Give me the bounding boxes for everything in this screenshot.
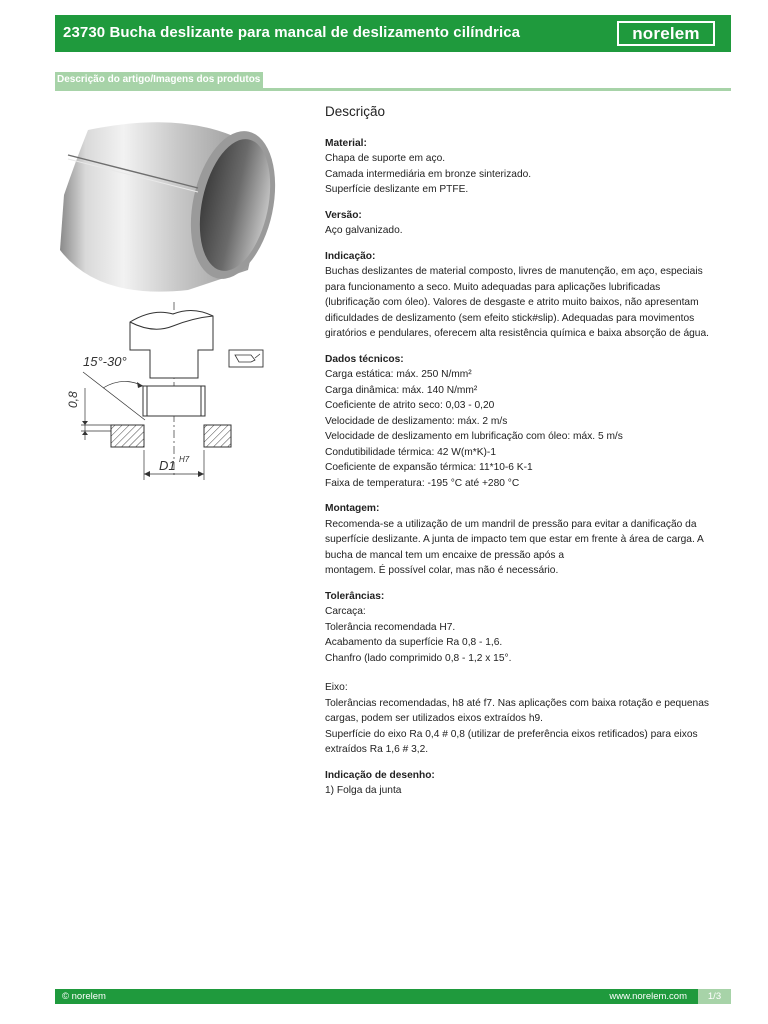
section-line: Chanfro (lado comprimido 0,8 - 1,2 x 15°.: [325, 652, 512, 664]
bushing-section: [143, 386, 205, 416]
angle-label: 15°-30°: [83, 354, 127, 369]
section-line: Buchas deslizantes de material composto, livres de manutenção, em aço, especiais: [325, 266, 703, 277]
section-line: cargas, podem ser utilizados eixos extraídos h9.: [325, 713, 544, 724]
section-indicacao: [325, 249, 735, 342]
section-line: superfície deslizante. A junta de impacto tem que estar em frente à área de carga. A: [325, 534, 704, 545]
section-line: Superfície do eixo Ra 0,4 # 0,8 (utilizar de preferência eixos retificados) para eixos: [325, 728, 698, 740]
description-title: Descrição: [325, 104, 386, 119]
section-heading: Tolerâncias:: [325, 590, 385, 602]
section-line: Chapa de suporte em aço.: [325, 153, 446, 164]
section-line: Coeficiente de atrito seco: 0,03 - 0,20: [325, 400, 495, 411]
section-montagem: [325, 501, 735, 579]
section-tolerancias: [325, 589, 735, 758]
diameter-label: D1: [159, 458, 176, 473]
section-line: Velocidade de deslizamento em lubrificação com óleo: máx. 5 m/s: [325, 431, 623, 442]
section-line: extraídos Ra 1,6 # 3,2.: [325, 744, 429, 755]
section-line: (lubrificação com óleo). Valores de desgaste e atrito muito baixos, não apresentam: [325, 297, 699, 308]
section-material: [325, 136, 735, 198]
section-line: Condutibilidade térmica: 42 W(m*K)-1: [325, 446, 496, 458]
section-line: Tolerâncias recomendadas, h8 até f7. Nas aplicações com baixa rotação e pequenas: [325, 697, 709, 709]
page-title: 23730 Bucha deslizante para mancal de deslizamento cilíndrica: [63, 24, 521, 41]
section-line: Acabamento da superfície Ra 0,8 - 1,6.: [325, 637, 503, 648]
section-line: para funcionamento a seco. Muito adequadas para aplicações lubrificadas: [325, 281, 661, 293]
section-line: giratórios e pendulares, oferecem alta resistência química e baixa absorção de água.: [325, 328, 709, 339]
section-line: montagem. É possível colar, mas não é necessário.: [325, 565, 559, 576]
section-line: Carga dinâmica: máx. 140 N/mm²: [325, 384, 478, 396]
section-line: 1) Folga da junta: [325, 785, 402, 796]
section-line: Carcaça:: [325, 606, 366, 617]
section-line: Superfície deslizante em PTFE.: [325, 184, 469, 195]
logo-text: norelem: [632, 23, 700, 43]
section-desenho: [325, 768, 735, 799]
section-rule: [55, 88, 731, 91]
section-line: bucha de mancal tem um encaixe de pressão após a: [325, 549, 564, 561]
header-bar: [55, 15, 731, 52]
section-heading: Indicação:: [325, 250, 376, 262]
section-line: Eixo:: [325, 682, 348, 693]
section-line: Aço galvanizado.: [325, 225, 403, 236]
section-line: Coeficiente de expansão térmica: 11*10-6 K-1: [325, 462, 533, 473]
section-line: dificuldades de deslizamento (sem efeito stick#slip). Adequadas para movimentos: [325, 312, 695, 324]
section-heading: Indicação de desenho:: [325, 769, 435, 781]
line-gap: [325, 666, 735, 680]
description-panel: [325, 104, 735, 809]
thickness-label: 0,8: [66, 391, 80, 408]
description-sections: [325, 136, 735, 799]
housing-right: [204, 425, 231, 447]
norelem-logo[interactable]: [617, 21, 715, 46]
section-heading: Montagem:: [325, 503, 380, 514]
bushing-product-image: [58, 100, 280, 300]
technical-drawing: [63, 300, 275, 490]
section-dados: [325, 352, 735, 492]
footer-copyright: © norelem: [62, 991, 106, 1002]
section-heading: Material:: [325, 137, 367, 149]
tolerance-label: H7: [179, 455, 190, 464]
section-line: Faixa de temperatura: -195 °C até +280 °C: [325, 477, 520, 489]
section-line: Velocidade de deslizamento: máx. 2 m/s: [325, 415, 508, 427]
oil-can-icon: [235, 355, 255, 362]
section-line: Camada intermediária em bronze sinterizado.: [325, 168, 532, 180]
section-line: Tolerância recomendada H7.: [325, 621, 456, 633]
section-versao: [325, 208, 735, 239]
section-line: Carga estática: máx. 250 N/mm²: [325, 369, 472, 380]
press-mandrel: [130, 310, 213, 378]
section-line: Recomenda-se a utilização de um mandril de pressão para evitar a danificação da: [325, 518, 697, 530]
footer-website-link[interactable]: www.norelem.com: [609, 991, 687, 1002]
housing-left: [111, 425, 144, 447]
section-heading: Versão:: [325, 209, 362, 221]
section-heading: Dados técnicos:: [325, 353, 404, 365]
footer-bar: [55, 989, 731, 1004]
section-tab: Descrição do artigo/Imagens dos produtos: [55, 72, 263, 88]
footer-page-number: 1/3: [698, 989, 731, 1004]
